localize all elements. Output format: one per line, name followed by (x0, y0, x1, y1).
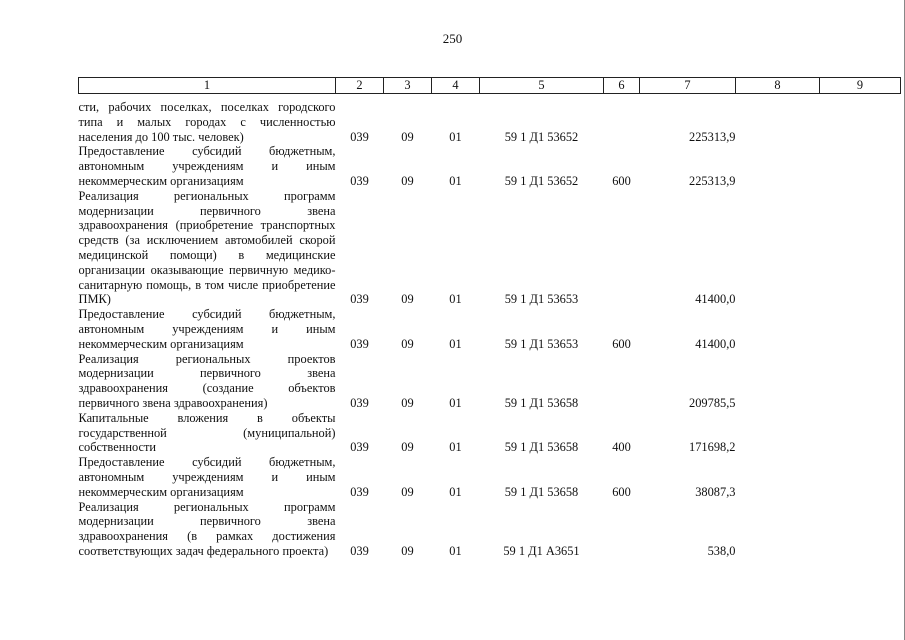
header-col-8: 8 (736, 78, 820, 94)
row-ministry-code: 039 (350, 395, 369, 410)
row-section-code: 09 (401, 395, 414, 410)
header-col-9: 9 (820, 78, 901, 94)
row-col9 (820, 352, 901, 411)
page-number: 250 (442, 31, 463, 46)
table-row (79, 455, 901, 499)
row-subsection-code: 01 (449, 484, 462, 499)
table-header-row (79, 78, 901, 94)
row-target-article: 59 1 Д1 А3651 (503, 543, 580, 558)
row-section-code: 09 (401, 440, 414, 455)
header-col-4: 4 (432, 78, 480, 94)
row-expense-type: 600 (612, 336, 631, 351)
row-description: Предоставление субсидий бюджетным, автономным учреждениям и иным некоммерческим организациям (78, 307, 336, 351)
table-row (79, 144, 901, 188)
row-col9 (820, 455, 901, 499)
row-subsection-code: 01 (449, 336, 462, 351)
row-col8 (736, 189, 820, 307)
row-col8 (736, 411, 820, 455)
row-ministry-code: 039 (350, 173, 369, 188)
row-expense-type (604, 500, 640, 559)
row-col8 (736, 100, 820, 144)
header-col-1: 1 (79, 78, 336, 94)
row-section-code: 09 (401, 173, 414, 188)
row-ministry-code: 039 (350, 336, 369, 351)
header-col-5: 5 (480, 78, 604, 94)
row-description: Реализация региональных проектов модернизации первичного звена здравоохранения (создание объектов первичного звена здравоохранения) (78, 351, 336, 410)
row-amount: 41400,0 (695, 292, 736, 307)
row-section-code: 09 (401, 129, 414, 144)
row-description: Предоставление субсидий бюджетным, автономным учреждениям и иным некоммерческим организациям (78, 455, 336, 499)
table-row (79, 411, 901, 455)
row-col8 (736, 455, 820, 499)
row-col9 (820, 500, 901, 559)
table-row (79, 352, 901, 411)
row-target-article: 59 1 Д1 53653 (504, 292, 579, 307)
row-ministry-code: 039 (350, 292, 369, 307)
row-target-article: 59 1 Д1 53658 (504, 395, 579, 410)
budget-table (78, 77, 901, 559)
row-expense-type: 600 (612, 173, 631, 188)
row-target-article: 59 1 Д1 53652 (504, 173, 579, 188)
row-col9 (820, 307, 901, 351)
row-expense-type: 600 (612, 484, 631, 499)
row-amount: 171698,2 (689, 440, 736, 455)
table-row (79, 189, 901, 307)
row-col9 (820, 144, 901, 188)
row-section-code: 09 (401, 543, 414, 558)
row-amount: 538,0 (707, 543, 736, 558)
row-target-article: 59 1 Д1 53658 (504, 484, 579, 499)
row-subsection-code: 01 (449, 173, 462, 188)
row-subsection-code: 01 (449, 129, 462, 144)
row-target-article: 59 1 Д1 53652 (504, 129, 579, 144)
table-row (79, 307, 901, 351)
row-subsection-code: 01 (449, 292, 462, 307)
header-col-7: 7 (640, 78, 736, 94)
row-ministry-code: 039 (350, 543, 369, 558)
table-row (79, 500, 901, 559)
row-subsection-code: 01 (449, 395, 462, 410)
row-description: Реализация региональных программ модернизации первичного звена здравоохранения (приобретение транспортных средств (за исключением автомобилей скорой медицинской помощи) в медицинские организации оказывающие первичную медико-санитарную помощь, в том числе приобретение ПМК) (78, 188, 336, 307)
row-ministry-code: 039 (350, 440, 369, 455)
row-amount: 225313,9 (689, 129, 736, 144)
row-section-code: 09 (401, 292, 414, 307)
row-expense-type (604, 100, 640, 144)
row-ministry-code: 039 (350, 484, 369, 499)
row-description: Реализация региональных программ модернизации первичного звена здравоохранения (в рамках достижения соответствующих задач федерального проекта) (78, 499, 336, 558)
header-col-2: 2 (336, 78, 384, 94)
row-expense-type (604, 189, 640, 307)
row-col9 (820, 411, 901, 455)
row-section-code: 09 (401, 484, 414, 499)
row-col8 (736, 144, 820, 188)
row-col8 (736, 500, 820, 559)
row-target-article: 59 1 Д1 53653 (504, 336, 579, 351)
row-description: Капитальные вложения в объекты государственной (муниципальной) собственности (78, 410, 336, 455)
row-ministry-code: 039 (350, 129, 369, 144)
row-col9 (820, 189, 901, 307)
row-subsection-code: 01 (449, 543, 462, 558)
header-col-6: 6 (604, 78, 640, 94)
row-amount: 41400,0 (695, 336, 736, 351)
row-col9 (820, 100, 901, 144)
row-subsection-code: 01 (449, 440, 462, 455)
row-expense-type (604, 352, 640, 411)
row-expense-type: 400 (612, 440, 631, 455)
table-row (79, 100, 901, 144)
header-col-3: 3 (384, 78, 432, 94)
row-col8 (736, 352, 820, 411)
row-amount: 225313,9 (689, 173, 736, 188)
row-amount: 38087,3 (695, 484, 736, 499)
row-target-article: 59 1 Д1 53658 (504, 440, 579, 455)
row-section-code: 09 (401, 336, 414, 351)
row-col8 (736, 307, 820, 351)
row-description: Предоставление субсидий бюджетным, автономным учреждениям и иным некоммерческим организациям (78, 144, 336, 188)
row-amount: 209785,5 (689, 395, 736, 410)
row-description: сти, рабочих поселках, поселках городского типа и малых городах с численностью населения до 100 тыс. человек) (78, 100, 336, 144)
